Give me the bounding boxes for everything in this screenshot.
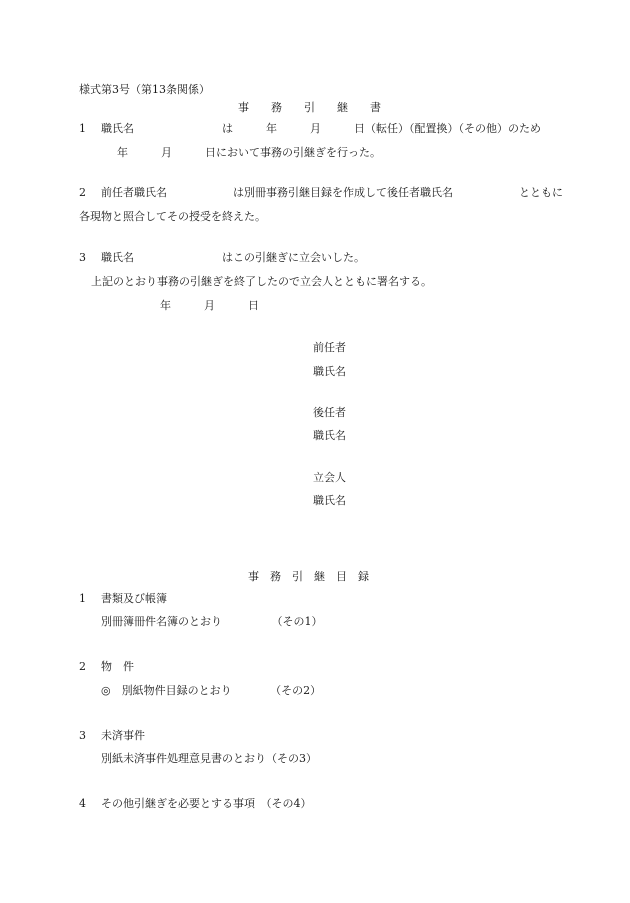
section-3-number: 3 bbox=[79, 251, 86, 264]
catalog-item-3-number: 3 bbox=[79, 729, 86, 742]
section-1-number: 1 bbox=[79, 122, 86, 135]
catalog-item-1-number: 1 bbox=[79, 592, 86, 605]
section-1-line-1: 職氏名 は 年 月 日（転任）（配置換）（その他）のため bbox=[101, 122, 541, 135]
catalog-item-1-detail: 別冊簿冊件名簿のとおり （その1） bbox=[101, 615, 323, 628]
catalog-item-3-detail: 別紙未済事件処理意見書のとおり（その3） bbox=[101, 752, 317, 765]
catalog-item-1-heading: 書類及び帳簿 bbox=[101, 592, 167, 605]
catalog-item-4-heading: その他引継ぎを必要とする事項 （その4） bbox=[101, 797, 312, 810]
witness-name-label: 職氏名 bbox=[313, 494, 346, 507]
catalog-item-2-heading: 物 件 bbox=[101, 660, 134, 673]
successor-role: 後任者 bbox=[313, 406, 346, 419]
section-2-line-1: 前任者職氏名 は別冊事務引継目録を作成して後任者職氏名 とともに bbox=[101, 186, 563, 199]
form-number: 様式第3号（第13条関係） bbox=[79, 83, 210, 96]
section-2-line-2: 各現物と照合してその授受を終えた。 bbox=[79, 210, 266, 223]
catalog-title: 事 務 引 継 目 録 bbox=[248, 570, 369, 583]
catalog-item-2-detail: ◎ 別紙物件目録のとおり （その2） bbox=[101, 684, 322, 697]
section-3-line-1: 職氏名 はこの引継ぎに立会いした。 bbox=[101, 251, 365, 264]
catalog-item-2-number: 2 bbox=[79, 660, 86, 673]
predecessor-role: 前任者 bbox=[313, 341, 346, 354]
witness-role: 立会人 bbox=[313, 471, 346, 484]
signing-statement: 上記のとおり事務の引継ぎを終了したので立会人とともに署名する。 bbox=[91, 275, 432, 288]
section-1-line-2: 年 月 日において事務の引継ぎを行った。 bbox=[117, 146, 381, 159]
successor-name-label: 職氏名 bbox=[313, 429, 346, 442]
catalog-item-3-heading: 未済事件 bbox=[101, 729, 145, 742]
predecessor-name-label: 職氏名 bbox=[313, 365, 346, 378]
document-title: 事 務 引 継 書 bbox=[238, 101, 381, 114]
signing-date: 年 月 日 bbox=[160, 299, 259, 312]
section-2-number: 2 bbox=[79, 186, 86, 199]
catalog-item-4-number: 4 bbox=[79, 797, 86, 810]
